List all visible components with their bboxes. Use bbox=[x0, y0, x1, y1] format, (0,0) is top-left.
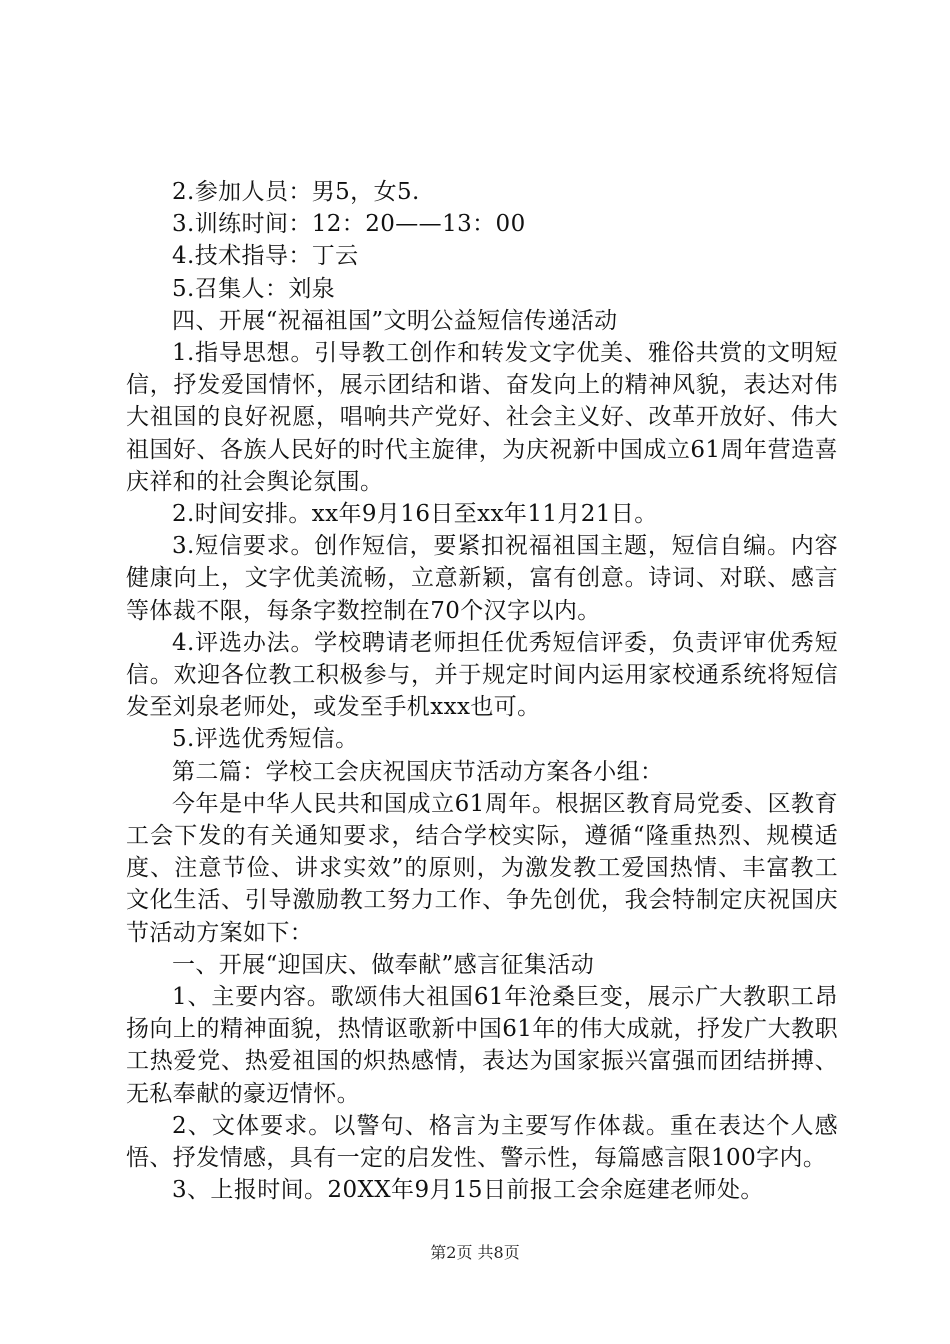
paragraph-submission-time: 3、上报时间。20XX年9月15日前报工会余庭建老师处。 bbox=[172, 1177, 764, 1204]
paragraph-select-best-sms: 5.评选优秀短信。 bbox=[172, 726, 359, 753]
paragraph-style-requirements: 2、文体要求。以警句、格言为主要写作体裁。重在表达个人感悟、抒发情感，具有一定的启发性、警示性，每篇感言限100字内。 bbox=[126, 1112, 838, 1172]
document-body bbox=[126, 176, 838, 1207]
paragraph-training-time: 3.训练时间：12：20——13：00 bbox=[172, 211, 526, 238]
page-footer bbox=[0, 1240, 950, 1263]
chapter-heading-second: 第二篇：学校工会庆祝国庆节活动方案各小组： bbox=[172, 758, 664, 785]
paragraph-schedule: 2.时间安排。xx年9月16日至xx年11月21日。 bbox=[172, 501, 658, 528]
paragraph-evaluation-method: 4.评选办法。学校聘请老师担任优秀短信评委，负责评审优秀短信。欢迎各位教工积极参与，并于规定时间内运用家校通系统将短信发至刘泉老师处，或发至手机xxx也可。 bbox=[126, 629, 838, 721]
paragraph-sms-requirements: 3.短信要求。创作短信，要紧扣祝福祖国主题，短信自编。内容健康向上，文字优美流畅，立意新颖，富有创意。诗词、对联、感言等体裁不限，每条字数控制在70个汉字以内。 bbox=[126, 533, 838, 624]
paragraph-attendees: 2.参加人员：男5，女5. bbox=[172, 179, 420, 205]
paragraph-introduction: 今年是中华人民共和国成立61周年。根据区教育局党委、区教育工会下发的有关通知要求，结合学校实际，遵循“隆重热烈、规模适度、注意节俭、讲求实效”的原则，为激发教工爱国热情、丰富教工文化生活、引导激励教工努力工作、争先创优，我会特制定庆祝国庆节活动方案如下： bbox=[126, 790, 838, 946]
section-heading-testimonial-activity: 一、开展“迎国庆、做奉献”感言征集活动 bbox=[172, 951, 595, 978]
paragraph-technical-guidance: 4.技术指导：丁云 bbox=[172, 243, 359, 270]
paragraph-guiding-idea: 1.指导思想。引导教工创作和转发文字优美、雅俗共赏的文明短信，抒发爱国情怀，展示团结和谐、奋发向上的精神风貌，表达对伟大祖国的良好祝愿，唱响共产党好、社会主义好、改革开放好、伟大祖国好、各族人民好的时代主旋律，为庆祝新中国成立61周年营造喜庆祥和的社会舆论氛围。 bbox=[126, 340, 838, 495]
paragraph-main-content: 1、主要内容。歌颂伟大祖国61年沧桑巨变，展示广大教职工昂扬向上的精神面貌，热情讴歌新中国61年的伟大成就，抒发广大教职工热爱党、热爱祖国的炽热感情，表达为国家振兴富强而团结拼搏、无私奉献的豪迈情怀。 bbox=[126, 984, 838, 1107]
section-heading-sms-activity: 四、开展“祝福祖国”文明公益短信传递活动 bbox=[172, 307, 618, 334]
paragraph-convener: 5.召集人：刘泉 bbox=[172, 275, 336, 302]
page-number-label: 第2页 共8页 bbox=[430, 1243, 520, 1262]
